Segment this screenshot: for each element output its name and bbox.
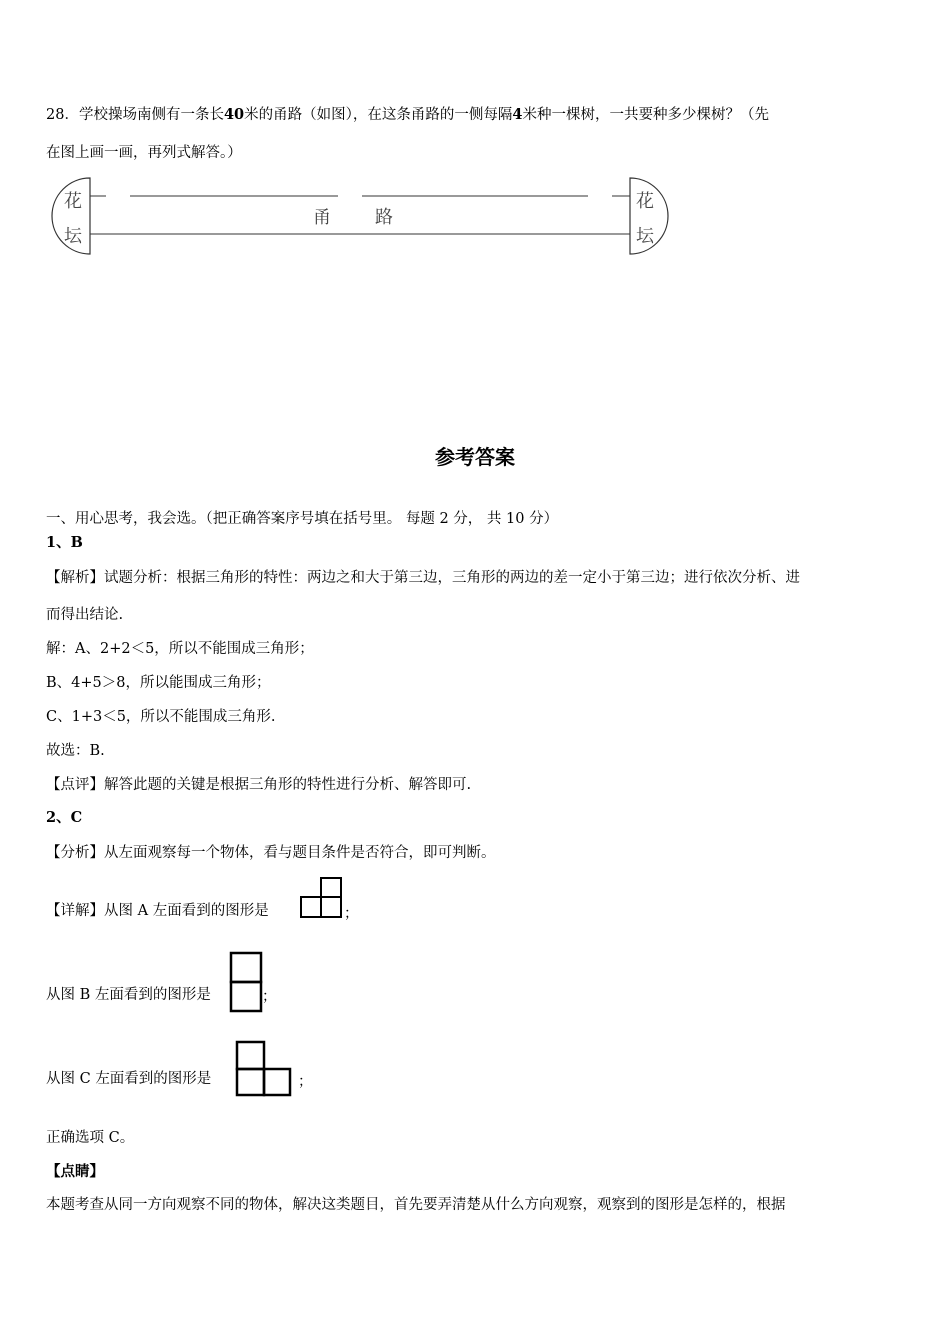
answer-1-solution-c: C、1+3＜5，所以不能围成三角形. [46, 709, 276, 725]
answer-2-analysis: 【分析】从左面观察每一个物体，看与题目条件是否符合，即可判断。 [46, 845, 496, 861]
road-diagram [0, 168, 950, 268]
answer-2-detail-b: 从图 B 左面看到的图形是 [46, 987, 211, 1003]
answer-1-label: 1、B [46, 534, 83, 551]
answer-2-label: 2、C [46, 809, 83, 826]
answer-2-detail-c-end: ； [298, 1074, 313, 1090]
shape-c-icon [235, 1040, 293, 1098]
answer-1-analysis-2: 而得出结论. [46, 607, 124, 623]
answer-1-solution-b: B、4+5＞8，所以能围成三角形； [46, 675, 271, 691]
answer-2-point-label: 【点睛】 [46, 1163, 104, 1180]
right-bed-label-top: 花 [636, 191, 654, 212]
section-1-heading: 一、用心思考，我会选。（把正确答案序号填在括号里。 每题 2 分， 共 10 分） [46, 511, 559, 527]
road-label-2: 路 [375, 207, 393, 228]
answer-2-detail-b-end: ； [262, 989, 277, 1005]
question-28-line-1: 28．学校操场南侧有一条长40米的甬路（如图），在这条甬路的一侧每隔4米种一棵树，一共要种多少棵树？（先 [46, 106, 769, 123]
answer-2-detail-a: 【详解】从图 A 左面看到的图形是 [46, 903, 269, 919]
shape-b-icon [230, 952, 264, 1014]
answer-2-detail-c: 从图 C 左面看到的图形是 [46, 1071, 212, 1087]
answer-1-analysis-1: 【解析】试题分析：根据三角形的特性：两边之和大于第三边，三角形的两边的差一定小于第三边；进行依次分析、进 [46, 570, 800, 586]
answers-title: 参考答案 [435, 445, 515, 469]
shape-a-icon [300, 877, 344, 921]
answer-1-solution-a: 解：A、2+2＜5，所以不能围成三角形； [46, 641, 314, 657]
answer-2-detail-a-end: ； [344, 906, 359, 922]
road-label-1: 甬 [313, 207, 331, 228]
question-28-line-2: 在图上画一画，再列式解答。） [46, 145, 242, 161]
right-bed-label-bottom: 坛 [636, 226, 654, 247]
answer-2-point-text: 本题考查从同一方向观察不同的物体，解决这类题目，首先要弄清楚从什么方向观察，观察到的图形是怎样的，根据 [46, 1197, 786, 1213]
left-bed-label-bottom: 坛 [64, 226, 82, 247]
answer-1-comment: 【点评】解答此题的关键是根据三角形的特性进行分析、解答即可. [46, 777, 472, 793]
answer-2-correct: 正确选项 C。 [46, 1130, 135, 1146]
left-bed-label-top: 花 [64, 191, 82, 212]
answer-1-choice: 故选：B. [46, 743, 105, 759]
